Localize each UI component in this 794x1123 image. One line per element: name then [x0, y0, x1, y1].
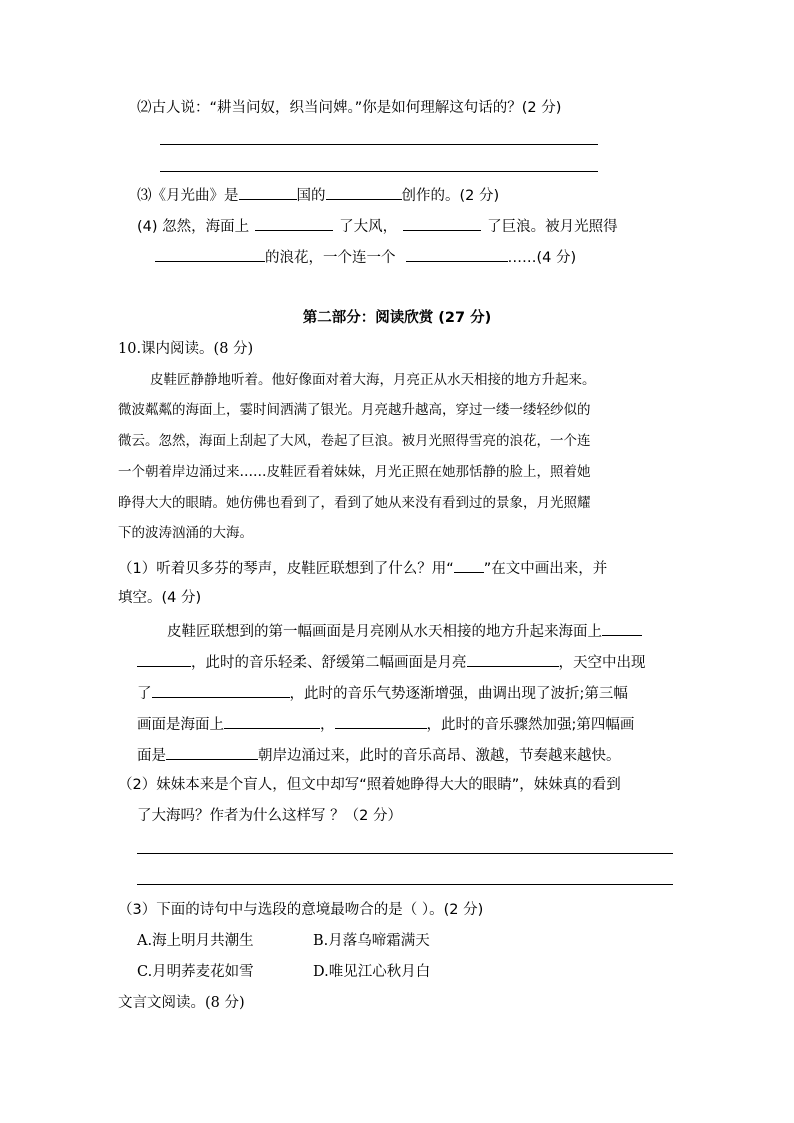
fill-line-5 — [137, 744, 621, 766]
fill-text: ，此时的音乐气势逐渐增强，曲调出现了波折;第三幅 — [289, 686, 628, 702]
fill-blank[interactable] — [335, 713, 427, 729]
answer-line[interactable] — [137, 884, 673, 885]
q10-sub1-part-b: ”在文中画出来，并 — [483, 561, 608, 577]
q9-item4-part-d: 的浪花，一个连一个 — [265, 250, 396, 266]
q9-item4-line2 — [155, 246, 576, 268]
q10-sub1-line1 — [118, 557, 607, 579]
underline-mark — [454, 557, 484, 573]
fill-line-1 — [167, 620, 642, 642]
passage-line: 皮鞋匠静静地听着。他好像面对着大海，月亮正从水天相接的地方升起来。 — [150, 372, 596, 388]
q10-title: 10.课内阅读。(8 分) — [118, 341, 254, 357]
passage-line: 睁得大大的眼睛。她仿佛也看到了，看到了她从来没有看到过的景象，月光照耀 — [118, 495, 591, 511]
option-a[interactable]: A.海上明月共潮生 — [137, 933, 254, 949]
answer-line[interactable] — [137, 853, 673, 854]
fill-blank[interactable] — [152, 682, 290, 698]
fill-text: 朝岸边涌过来，此时的音乐高昂、激越，节奏越来越快。 — [258, 748, 621, 764]
option-b[interactable]: B.月落乌啼霜满天 — [313, 933, 430, 949]
fill-blank[interactable] — [255, 215, 333, 231]
fill-blank[interactable] — [239, 184, 297, 200]
q9-item2-text: ⑵古人说：“耕当问奴，织当问婢。”你是如何理解这句话的？(2 分) — [137, 100, 562, 116]
q10-sub1-part-a: （1）听着贝多芬的琴声，皮鞋匠联想到了什么？用“ — [118, 561, 454, 577]
fill-text: ，天空中出现 — [558, 655, 646, 671]
passage-line: 微云。忽然，海面上刮起了大风，卷起了巨浪。被月光照得雪亮的浪花，一个连 — [118, 433, 591, 449]
q9-item3-part-b: 国的 — [296, 188, 326, 204]
q9-item4-part-b: 了大风， — [339, 219, 398, 235]
part2-heading: 第二部分：阅读欣赏 (27 分) — [302, 310, 492, 326]
fill-blank[interactable] — [403, 215, 481, 231]
q11-title: 文言文阅读。(8 分) — [118, 995, 245, 1011]
fill-blank[interactable] — [467, 651, 559, 667]
fill-blank[interactable] — [602, 620, 642, 636]
answer-line[interactable] — [160, 144, 598, 145]
fill-text: 画面是海面上 — [137, 717, 224, 733]
fill-text: 第二幅画面是月亮 — [350, 655, 467, 671]
answer-line[interactable] — [160, 171, 598, 172]
passage-line: 微波粼粼的海面上，霎时间洒满了银光。月亮越升越高，穿过一缕一缕轻纱似的 — [118, 402, 591, 418]
fill-text: 面是 — [137, 748, 166, 764]
fill-text: 海面上 — [558, 624, 602, 640]
q10-sub2-line2: 了大海吗？作者为什么这样写 ？（2 分） — [137, 808, 402, 824]
option-c[interactable]: C.月明荞麦花如雪 — [137, 964, 254, 980]
fill-blank[interactable] — [137, 651, 191, 667]
q9-item3 — [137, 184, 499, 206]
fill-blank[interactable] — [326, 184, 402, 200]
passage-line: 一个朝着岸边涌过来……皮鞋匠看着妹妹，月光正照在她那恬静的脸上，照着她 — [118, 464, 591, 480]
q9-item4-part-e: ……(4 分) — [507, 250, 577, 266]
q9-item4-part-c: 了巨浪。被月光照得 — [487, 219, 618, 235]
fill-line-4 — [137, 713, 634, 735]
fill-text: 了 — [137, 686, 152, 702]
fill-blank[interactable] — [166, 744, 258, 760]
q10-sub3-question: （3）下面的诗句中与选段的意境最吻合的是（ ）。(2 分) — [118, 902, 484, 918]
q9-item4-line1 — [137, 215, 618, 237]
fill-text: ， — [320, 717, 335, 733]
q9-item4-part-a: (4) 忽然，海面上 — [137, 219, 250, 235]
option-d[interactable]: D.唯见江心秋月白 — [313, 964, 431, 980]
fill-text: 皮鞋匠联想到的第一幅画面是月亮刚从水天相接的地方升起来 — [167, 624, 559, 640]
fill-blank[interactable] — [406, 246, 508, 262]
q9-item3-part-c: 创作的。(2 分) — [401, 188, 500, 204]
q10-sub1-line2: 填空。(4 分) — [118, 590, 202, 606]
fill-line-2 — [137, 651, 646, 673]
fill-blank[interactable] — [224, 713, 320, 729]
fill-blank[interactable] — [155, 246, 265, 262]
fill-text: ，此时的音乐轻柔、舒缓 — [191, 655, 351, 671]
q10-sub2-line1: （2）妹妹本来是个盲人，但文中却写“照着她睁得大大的眼睛”，妹妹真的看到 — [118, 777, 621, 793]
passage-line: 下的波涛汹涌的大海。 — [118, 525, 253, 541]
fill-text: ，此时的音乐骤然加强;第四幅画 — [426, 717, 635, 733]
q9-item3-part-a: ⑶《月光曲》是 — [137, 188, 239, 204]
fill-line-3 — [137, 682, 628, 704]
